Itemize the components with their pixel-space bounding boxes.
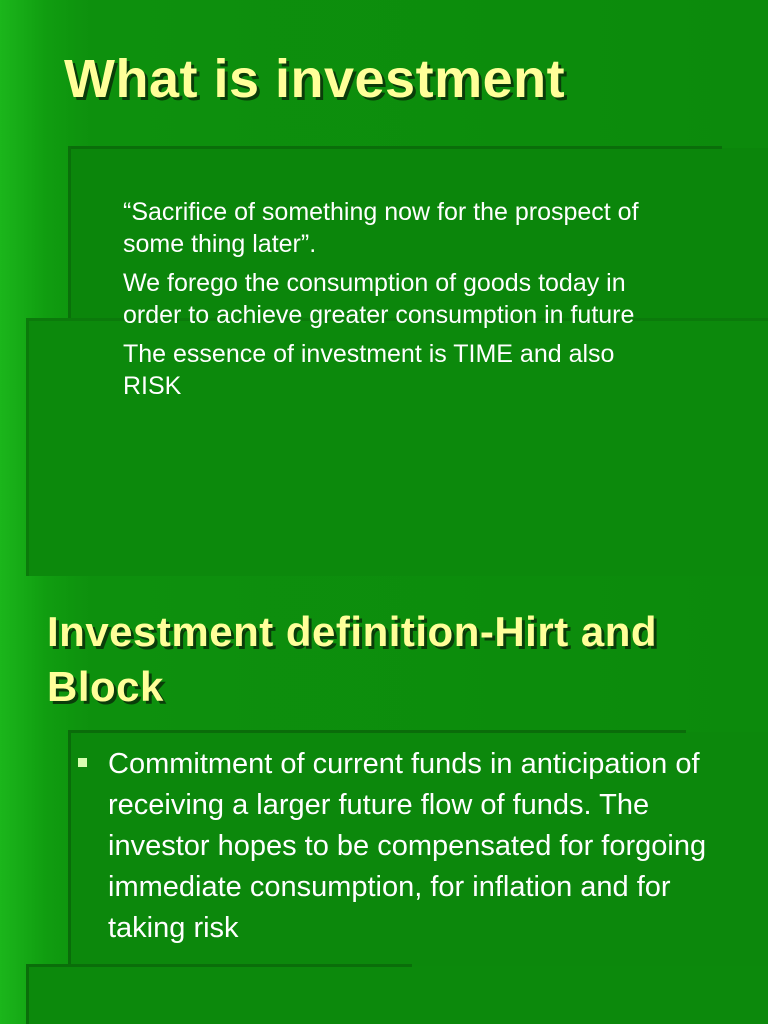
panel-top-edge — [70, 146, 722, 149]
paragraph-quote: “Sacrifice of something now for the prospect of some thing later”. — [123, 198, 639, 258]
panel-lower-left-edge — [26, 964, 29, 1024]
panel-lower-top-edge — [28, 964, 412, 967]
bullet-list — [78, 744, 728, 949]
paragraph-forego: We forego the consumption of goods today in order to achieve greater consumption in future — [123, 269, 635, 329]
slide-title: What is investment — [64, 49, 566, 109]
list-item — [78, 744, 728, 949]
slide-title: Investment definition-Hirt and Block — [47, 608, 658, 710]
panel-lower-left-edge — [26, 318, 29, 576]
slide-body — [123, 196, 643, 409]
decorative-panel-lower — [28, 966, 768, 1024]
slide-investment-definition — [0, 576, 768, 1024]
panel-top-edge — [70, 730, 686, 733]
square-bullet-icon — [78, 758, 87, 767]
list-item-text: Commitment of current funds in anticipation of receiving a larger future flow of funds. The investor hopes to be compensated for forgoing immediate consumption, for inflation and for taking risk — [108, 748, 707, 944]
paragraph-essence: The essence of investment is TIME and also RISK — [123, 340, 615, 400]
